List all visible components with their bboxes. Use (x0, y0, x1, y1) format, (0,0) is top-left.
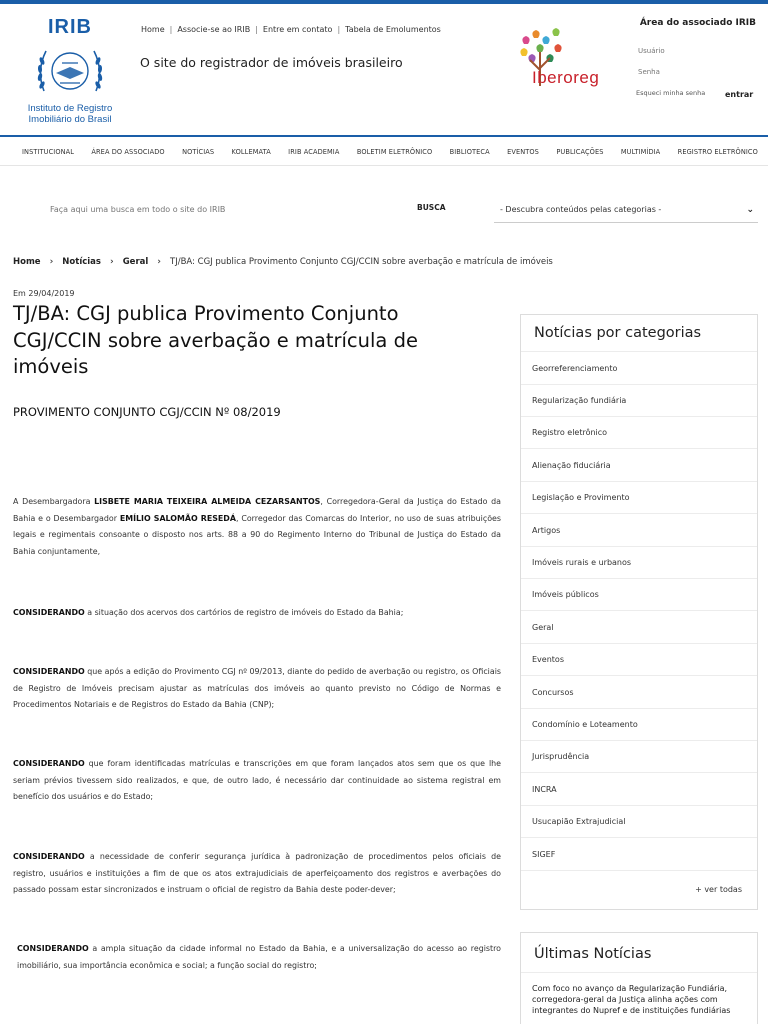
considerando-paragraph: CONSIDERANDO a situação dos acervos dos cartórios de registro de imóveis do Estado da Bahia; (13, 608, 404, 617)
site-tagline: O site do registrador de imóveis brasileiro (140, 55, 403, 70)
top-links (141, 25, 441, 34)
breadcrumb-geral[interactable]: Geral (122, 257, 149, 267)
nav-biblioteca[interactable]: BIBLIOTECA (449, 147, 490, 156)
divider (521, 740, 757, 741)
category-link[interactable]: Regularização fundiária (532, 396, 627, 405)
divider (521, 643, 757, 644)
breadcrumb-current: TJ/BA: CGJ publica Provimento Conjunto CGJ/CCIN sobre averbação e matrícula de imóveis (170, 257, 553, 267)
nav-boletim[interactable]: BOLETIM ELETRÔNICO (356, 147, 433, 156)
category-link[interactable]: Usucapião Extrajudicial (532, 817, 626, 826)
nav-registro-eletronico[interactable]: REGISTRO ELETRÔNICO (677, 147, 758, 156)
divider (521, 708, 757, 709)
see-all-categories-link[interactable]: + ver todas (695, 885, 742, 894)
nav-top-border (0, 135, 768, 137)
breadcrumb-noticias[interactable]: Notícias (62, 257, 101, 267)
divider (521, 578, 757, 579)
considerando-paragraph: CONSIDERANDO que foram identificadas matrículas e transcrições em que foram lançados atos sem que os que lhe seriam prévios tivessem sido realizados, e que, de outro lado, é necessário dar continuidade ao sistema registral em benefício dos usuários e do Estado; (13, 759, 501, 801)
divider (521, 837, 757, 838)
divider (521, 546, 757, 547)
divider (521, 972, 757, 973)
username-input[interactable] (638, 45, 746, 57)
login-button[interactable]: entrar (725, 90, 754, 99)
top-accent-bar (0, 0, 768, 4)
nav-eventos[interactable]: EVENTOS (507, 147, 539, 156)
divider (521, 805, 757, 806)
judge-name-1: LISBETE MARIA TEIXEIRA ALMEIDA CEZARSANTOS (94, 497, 321, 506)
nav-publicacoes[interactable]: PUBLICAÇÕES (556, 147, 604, 156)
category-link[interactable]: Concursos (532, 688, 574, 697)
breadcrumb-chevron-icon: › (49, 257, 54, 267)
toplink-separator: | (169, 25, 173, 34)
latest-news-title: Últimas Notícias (534, 946, 652, 962)
chevron-down-icon: ⌄ (746, 204, 754, 215)
breadcrumb-home[interactable]: Home (13, 257, 41, 267)
category-select[interactable] (494, 197, 758, 223)
forgot-password-link[interactable]: Esqueci minha senha (636, 89, 706, 97)
divider (521, 351, 757, 352)
article-subtitle: PROVIMENTO CONJUNTO CGJ/CCIN Nº 08/2019 (13, 405, 281, 419)
divider (521, 675, 757, 676)
divider (521, 384, 757, 385)
article-date: Em 29/04/2019 (13, 289, 75, 298)
divider (521, 513, 757, 514)
toplink-associe[interactable]: Associe-se ao IRIB (177, 25, 251, 34)
main-nav (0, 138, 768, 166)
toplink-separator: | (255, 25, 258, 34)
considerando-paragraph: CONSIDERANDO a ampla situação da cidade informal no Estado da Bahia, e a universalização do acesso ao registro imobiliário, sua importância econômica e social; a função social do registro; (17, 944, 501, 970)
nav-area-associado[interactable]: ÁREA DO ASSOCIADO (91, 147, 165, 156)
iberoreg-wordmark: Iberoreg (532, 68, 600, 87)
divider (521, 772, 757, 773)
category-select-value: - Descubra conteúdos pelas categorias - (500, 205, 662, 214)
article-title: TJ/BA: CGJ publica Provimento Conjunto CGJ/CCIN sobre averbação e matrícula de imóveis (13, 302, 418, 378)
judge-name-2: EMÍLIO SALOMÃO RESEDÁ (119, 513, 236, 523)
divider (521, 610, 757, 611)
divider (521, 416, 757, 417)
site-search-input[interactable] (50, 201, 370, 217)
category-link[interactable]: INCRA (532, 785, 557, 794)
breadcrumb (13, 257, 553, 267)
nav-noticias[interactable]: NOTÍCIAS (182, 147, 215, 156)
category-link[interactable]: Legislação e Provimento (532, 493, 630, 502)
category-link[interactable]: Geral (532, 623, 554, 632)
logo-line-2: Imobiliário do Brasil (28, 114, 112, 125)
nav-kollemata[interactable]: KOLLEMATA (231, 147, 271, 156)
password-input[interactable] (638, 66, 746, 78)
category-link[interactable]: Imóveis rurais e urbanos (532, 558, 632, 567)
category-link[interactable]: Artigos (532, 526, 561, 535)
categories-title: Notícias por categorias (534, 325, 702, 341)
nav-multimidia[interactable]: MULTIMÍDIA (620, 147, 661, 156)
breadcrumb-chevron-icon: › (157, 257, 162, 267)
category-link[interactable]: Jurisprudência (532, 752, 590, 761)
latest-news-item[interactable]: Com foco no avanço da Regularização Fundiária, corregedora-geral da Justiça alinha ações com integrantes do Nupref e de instituições fundiárias (532, 984, 731, 1015)
un-emblem-icon (30, 41, 110, 99)
logo-line-1: Instituto de Registro (27, 103, 113, 114)
category-link[interactable]: Eventos (532, 655, 564, 664)
divider (521, 870, 757, 871)
search-button[interactable]: BUSCA (417, 203, 446, 212)
toplink-separator: | (337, 25, 341, 34)
category-link[interactable]: Alienação fiduciária (532, 461, 611, 470)
logo-name: IRIB (48, 16, 92, 38)
category-link[interactable]: Registro eletrônico (532, 428, 608, 437)
nav-institucional[interactable]: INSTITUCIONAL (22, 147, 75, 156)
considerando-paragraph: CONSIDERANDO a necessidade de conferir segurança jurídica à padronização de procedimentos pelos oficiais de registro, usuários e instituições a fim de que os atos extrajudiciais de aperfeiçoamento dos registros e averbações do passado possam estar sincronizados e instruam o oficial de registro da Bahia deste poder-dever; (13, 852, 501, 894)
article-intro-paragraph: A Desembargadora LISBETE MARIA TEIXEIRA ALMEIDA CEZARSANTOS, Corregedora-Geral da Justiça do Estado da Bahia e o Desembargador EMÍLIO SALOMÃO RESEDÁ, Corregedor das Comarcas do Interior, no uso de suas atribuições legais e regimentais consoante o disposto nos arts. 88 a 90 do Regimento Interno do Tribunal de Justiça do Estado da Bahia conjuntamente, (13, 497, 501, 556)
considerando-paragraph: CONSIDERANDO que após a edição do Provimento CGJ nº 09/2013, diante do pedido de averbação ou registro, os Oficiais de Registro de Imóveis precisam ajustar as matrículas dos imóveis ao quanto previsto no Código de Normas e Procedimentos Notariais e de Registros do Estado da Bahia (CNP); (13, 667, 501, 709)
category-link[interactable]: Condomínio e Loteamento (532, 720, 638, 729)
irib-logo[interactable] (22, 16, 118, 125)
category-link[interactable]: Imóveis públicos (532, 590, 599, 599)
divider (521, 448, 757, 449)
associate-area-title: Área do associado IRIB (639, 18, 756, 28)
category-link[interactable]: SIGEF (532, 850, 556, 859)
breadcrumb-chevron-icon: › (109, 257, 114, 267)
toplink-home[interactable]: Home (141, 25, 165, 34)
toplink-contato[interactable]: Entre em contato (262, 25, 333, 34)
divider (521, 481, 757, 482)
nav-irib-academia[interactable]: IRIB ACADEMIA (288, 147, 340, 156)
category-link[interactable]: Georreferenciamento (532, 364, 618, 373)
toplink-emolumentos[interactable]: Tabela de Emolumentos (345, 25, 441, 34)
